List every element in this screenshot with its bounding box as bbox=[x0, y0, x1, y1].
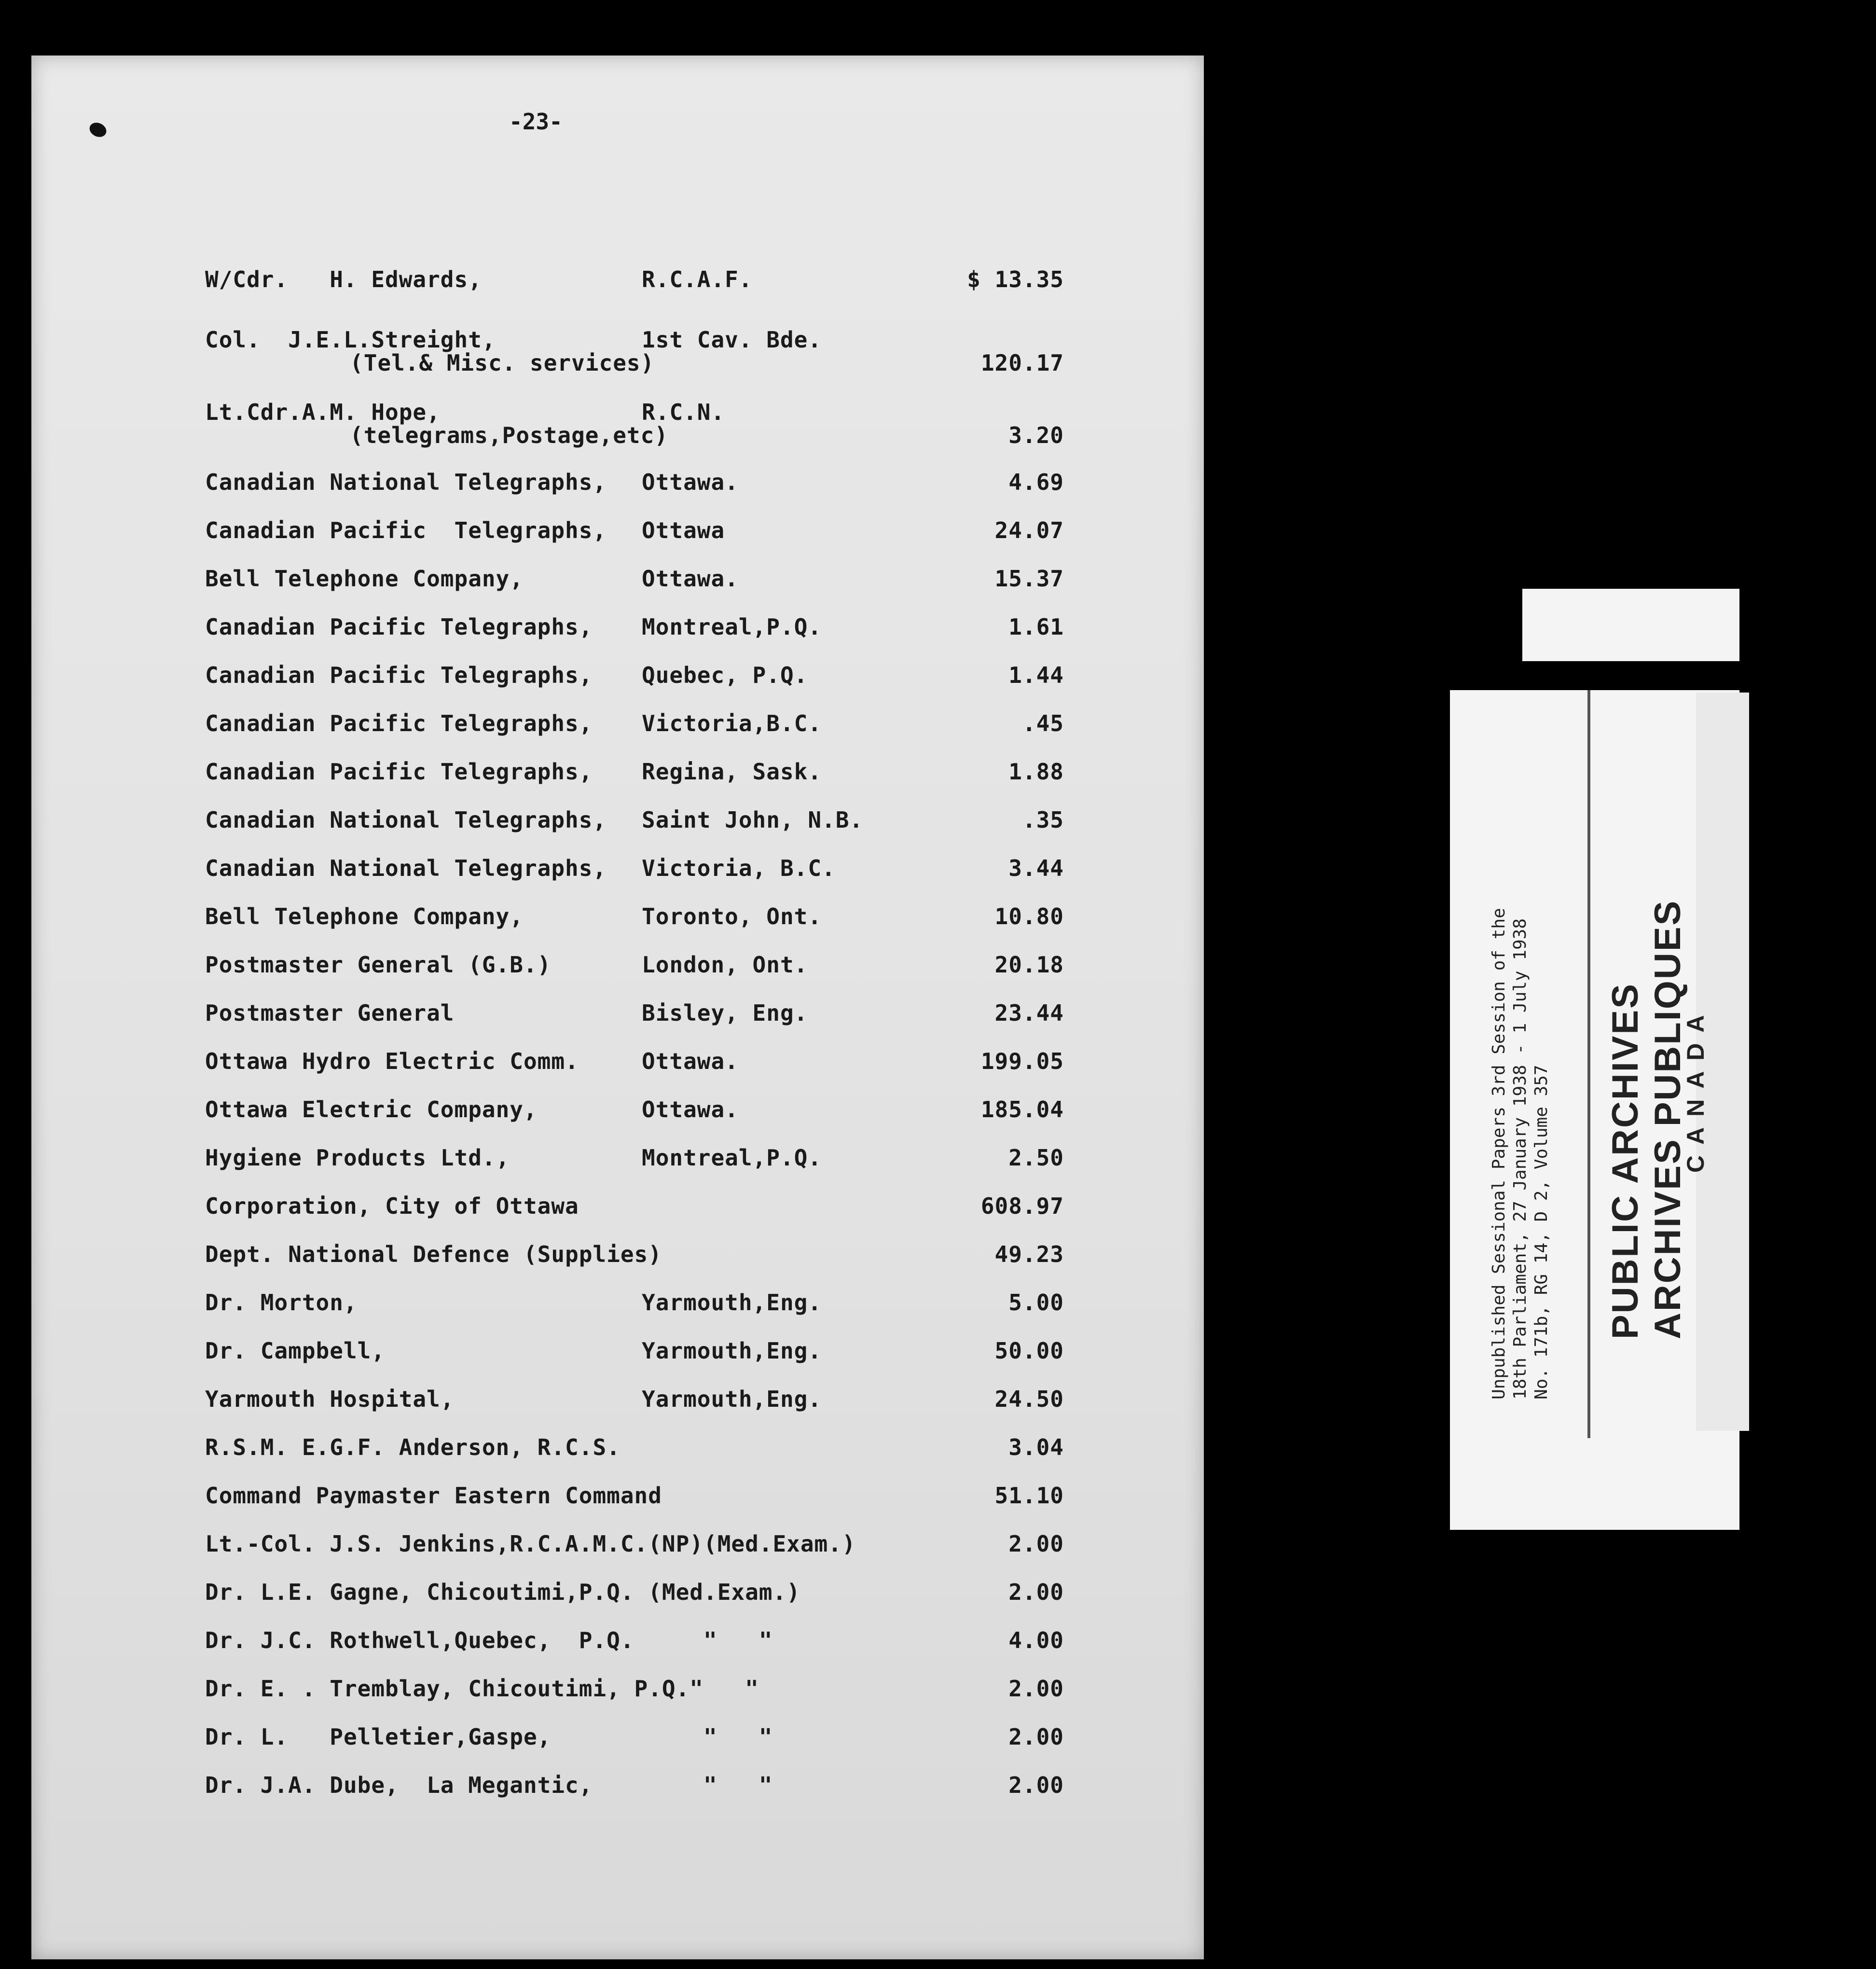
ledger-row-place: Ottawa. bbox=[642, 1096, 739, 1123]
ledger-row-payee: Hygiene Products Ltd., bbox=[205, 1145, 510, 1171]
ledger-row-payee: Canadian National Telegraphs, bbox=[205, 469, 607, 495]
ledger-row-payee: Postmaster General bbox=[205, 1000, 455, 1026]
ledger-row-payee: Ottawa Electric Company, bbox=[205, 1096, 538, 1123]
ledger-row-amount: 1.44 bbox=[1008, 662, 1064, 688]
ledger-row-amount: $ 13.35 bbox=[967, 266, 1064, 292]
ledger-row-amount: 3.20 bbox=[1008, 422, 1064, 448]
ledger-row-payee: Dr. Campbell, bbox=[205, 1338, 386, 1364]
document-page bbox=[31, 55, 1204, 1959]
archive-label bbox=[1440, 589, 1754, 1530]
ledger-row-place: Ottawa. bbox=[642, 1048, 739, 1074]
archive-title-en: PUBLIC ARCHIVES bbox=[1605, 983, 1646, 1339]
ledger-row-amount: 608.97 bbox=[980, 1193, 1064, 1219]
ledger-row-amount: 2.00 bbox=[1008, 1676, 1064, 1702]
ledger-row-amount: 5.00 bbox=[1008, 1290, 1064, 1316]
ledger-row-place: Saint John, N.B. bbox=[642, 807, 864, 833]
ledger-row-place: Yarmouth,Eng. bbox=[642, 1290, 822, 1316]
ledger-row-place: London, Ont. bbox=[642, 952, 808, 978]
label-caption-line: 18th Parliament, 27 January 1938 - 1 July 1938 bbox=[1510, 918, 1530, 1400]
ledger-row-payee: Canadian National Telegraphs, bbox=[205, 807, 607, 833]
ledger-row-payee: Canadian Pacific Telegraphs, bbox=[205, 710, 593, 736]
ledger-row-amount: 15.37 bbox=[994, 566, 1064, 592]
ledger-row-payee: Dr. L.E. Gagne, Chicoutimi,P.Q. (Med.Exam.) bbox=[205, 1579, 800, 1605]
ledger-row-amount: 50.00 bbox=[994, 1338, 1064, 1364]
label-tab-top bbox=[1522, 589, 1739, 661]
ledger-row-payee: Canadian Pacific Telegraphs, bbox=[205, 662, 593, 688]
ledger-row-payee: Canadian Pacific Telegraphs, bbox=[205, 759, 593, 785]
ledger-row-place: Regina, Sask. bbox=[642, 759, 822, 785]
ledger-row-amount: 2.00 bbox=[1008, 1772, 1064, 1798]
ledger-row-amount: 24.50 bbox=[994, 1386, 1064, 1412]
ledger-row-amount: 10.80 bbox=[994, 903, 1064, 929]
ledger-row-place: Montreal,P.Q. bbox=[642, 1145, 822, 1171]
ledger-row-payee: R.S.M. E.G.F. Anderson, R.C.S. bbox=[205, 1434, 621, 1460]
ledger-row-payee: Bell Telephone Company, bbox=[205, 566, 524, 592]
ledger-row-amount: 3.04 bbox=[1008, 1434, 1064, 1460]
ledger-row-payee: Dept. National Defence (Supplies) bbox=[205, 1241, 662, 1267]
ledger-row-payee: Dr. J.C. Rothwell,Quebec, P.Q. " " bbox=[205, 1627, 773, 1653]
ledger-row-place: Ottawa. bbox=[642, 566, 739, 592]
ledger-row-place: Yarmouth,Eng. bbox=[642, 1338, 822, 1364]
ledger-row-payee: Corporation, City of Ottawa bbox=[205, 1193, 579, 1219]
ledger-row-amount: .45 bbox=[1022, 710, 1064, 736]
ledger-row-amount: 1.88 bbox=[1008, 759, 1064, 785]
ledger-row-place: Ottawa bbox=[642, 517, 725, 543]
label-caption-line: Unpublished Sessional Papers 3rd Session of the bbox=[1489, 908, 1509, 1400]
ledger-row-payee: Yarmouth Hospital, bbox=[205, 1386, 455, 1412]
ledger-row-payee: Lt.Cdr.A.M. Hope, bbox=[205, 399, 441, 425]
ledger-row-payee: Dr. E. . Tremblay, Chicoutimi, P.Q." " bbox=[205, 1676, 759, 1702]
ledger-row-amount: 185.04 bbox=[980, 1096, 1064, 1123]
ledger-row-place: Montreal,P.Q. bbox=[642, 614, 822, 640]
archive-title bbox=[1604, 900, 1689, 1339]
ledger-row-place: Victoria,B.C. bbox=[642, 710, 822, 736]
ledger-row-amount: 2.00 bbox=[1008, 1724, 1064, 1750]
ledger-row-place: Victoria, B.C. bbox=[642, 855, 836, 881]
ledger-row-amount: 20.18 bbox=[994, 952, 1064, 978]
ledger-row-payee: Postmaster General (G.B.) bbox=[205, 952, 552, 978]
ledger-row-amount: 2.00 bbox=[1008, 1579, 1064, 1605]
ledger-row-place: Yarmouth,Eng. bbox=[642, 1386, 822, 1412]
label-caption-line: No. 171b, RG 14, D 2, Volume 357 bbox=[1531, 1065, 1551, 1400]
ledger-row-payee: Dr. Morton, bbox=[205, 1290, 358, 1316]
archive-title-fr: ARCHIVES PUBLIQUES bbox=[1647, 899, 1688, 1339]
ledger-row-amount: 120.17 bbox=[980, 350, 1064, 376]
ledger-row-amount: 4.69 bbox=[1008, 469, 1064, 495]
ledger-row-payee: Canadian National Telegraphs, bbox=[205, 855, 607, 881]
ledger-row-amount: 3.44 bbox=[1008, 855, 1064, 881]
ledger-row-amount: 2.50 bbox=[1008, 1145, 1064, 1171]
ledger-row-payee: Command Paymaster Eastern Command bbox=[205, 1483, 662, 1509]
ledger-row-amount: .35 bbox=[1022, 807, 1064, 833]
ledger-row-place: Quebec, P.Q. bbox=[642, 662, 808, 688]
ledger-row-amount: 49.23 bbox=[994, 1241, 1064, 1267]
ledger-row-amount: 4.00 bbox=[1008, 1627, 1064, 1653]
ledger-row-amount: 51.10 bbox=[994, 1483, 1064, 1509]
ledger-row-payee: Dr. L. Pelletier,Gaspe, " " bbox=[205, 1724, 773, 1750]
ledger-row-detail: (Tel.& Misc. services) bbox=[350, 350, 655, 376]
ledger-row-payee: Lt.-Col. J.S. Jenkins,R.C.A.M.C.(NP)(Med.Exam.) bbox=[205, 1531, 856, 1557]
ledger-row-payee: Ottawa Hydro Electric Comm. bbox=[205, 1048, 579, 1074]
ledger-row-place: Ottawa. bbox=[642, 469, 739, 495]
ledger-row-amount: 1.61 bbox=[1008, 614, 1064, 640]
ledger-row-payee: W/Cdr. H. Edwards, bbox=[205, 266, 482, 292]
label-caption bbox=[1489, 908, 1552, 1400]
ledger-row-payee: Canadian Pacific Telegraphs, bbox=[205, 517, 607, 543]
ledger-row-payee: Bell Telephone Company, bbox=[205, 903, 524, 929]
ledger-row-amount: 199.05 bbox=[980, 1048, 1064, 1074]
ledger-row-amount: 2.00 bbox=[1008, 1531, 1064, 1557]
ledger-row-place: R.C.N. bbox=[642, 399, 725, 425]
ledger-row-payee: Col. J.E.L.Streight, bbox=[205, 327, 496, 353]
archive-country: CANADA bbox=[1682, 1004, 1709, 1173]
label-fold-line bbox=[1587, 690, 1590, 1438]
ledger-row-amount: 24.07 bbox=[994, 517, 1064, 543]
ledger-row-detail: (telegrams,Postage,etc) bbox=[350, 422, 668, 448]
ledger-row-place: R.C.A.F. bbox=[642, 266, 753, 292]
ledger-row-payee: Dr. J.A. Dube, La Megantic, " " bbox=[205, 1772, 773, 1798]
ledger-row-place: Bisley, Eng. bbox=[642, 1000, 808, 1026]
ledger-row-place: Toronto, Ont. bbox=[642, 903, 822, 929]
ledger-row-payee: Canadian Pacific Telegraphs, bbox=[205, 614, 593, 640]
ledger-row-place: 1st Cav. Bde. bbox=[642, 327, 822, 353]
page-number: -23- bbox=[509, 109, 563, 135]
ledger-entries bbox=[31, 55, 1204, 1959]
ledger-row-amount: 23.44 bbox=[994, 1000, 1064, 1026]
